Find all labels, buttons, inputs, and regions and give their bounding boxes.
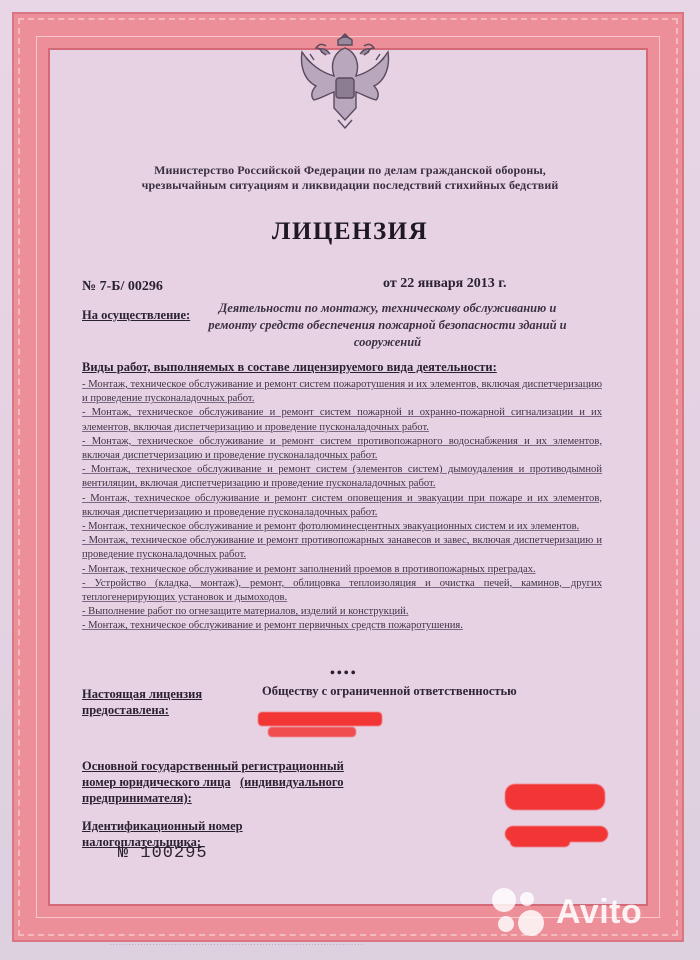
redaction-mark [258, 712, 382, 726]
ogrn-label [82, 758, 392, 806]
ogrn-line1: Основной государственный регистрационный [82, 759, 344, 773]
list-item: - Монтаж, техническое обслуживание и ремонт первичных средств пожаротушения. [82, 620, 463, 632]
document-title: ЛИЦЕНЗИЯ [271, 218, 429, 245]
list-item: - Выполнение работ по огнезащите материалов, изделий и конструкций. [82, 606, 409, 618]
avito-watermark [490, 884, 690, 940]
redaction-mark [268, 727, 356, 737]
list-item: - Монтаж, техническое обслуживание и ремонт противопожарных занавесов и завес, включая диспетчеризацию и проведение пусконаладочных работ. [82, 535, 602, 561]
inn-line2: налогоплательщика: [82, 835, 202, 849]
avito-logo-icon [490, 886, 548, 938]
ogrn-line3: предпринимателя): [82, 791, 192, 805]
ministry-line-2: чрезвычайным ситуациям и ликвидации последствий стихийных бедствий [141, 178, 559, 192]
blank-serial-number: № 100295 [118, 844, 208, 863]
inn-line1: Идентификационный номер [82, 819, 243, 833]
list-item: - Монтаж, техническое обслуживание и ремонт систем пожарной и охранно-пожарной сигнализации и их элементов, включая диспетчеризацию и проведение пусконаладочных работ. [82, 407, 602, 433]
list-item: - Монтаж, техническое обслуживание и ремонт систем (элементов систем) дымоудаления и противодымной вентиляции, включая диспетчеризацию и проведение пусконаладочных работ. [82, 464, 602, 490]
redaction-mark [505, 784, 605, 810]
avito-watermark-text: Avito [556, 892, 643, 931]
list-item: - Монтаж, техническое обслуживание и ремонт систем пожаротушения и их элементов, включая диспетчеризацию и проведение пусконаладочных работ. [82, 379, 602, 405]
list-item: - Устройство (кладка, монтаж), ремонт, облицовка теплоизоляция и очистка печей, каминов, других теплогенерирующих установок и дымоходов. [82, 577, 602, 604]
works-list [82, 378, 602, 634]
footer-fine-print: · · · · · · · · · · · · · · · · · · · · · · · · · · · · · · · · · · · · · · · · · · · · · · · · · · · · · · · · · · · · · · · · · · · · · · · · · · · · · · · · · · · [110, 942, 363, 948]
ogrn-line2: номер юридического лица [82, 775, 231, 789]
list-item: - Монтаж, техническое обслуживание и ремонт систем противопожарного водоснабжения и их элементов, включая диспетчеризацию и проведение пусконаладочных работ. [82, 435, 602, 462]
holder-label-line1: Настоящая лицензия [82, 687, 203, 701]
license-number: № 7-Б/ 00296 [82, 279, 163, 294]
list-end-mark: •••• [330, 666, 358, 681]
list-item: - Монтаж, техническое обслуживание и ремонт систем оповещения и эвакуации при пожаре и их элементов, включая диспетчеризацию и проведение пусконаладочных работ. [82, 492, 602, 518]
coat-of-arms-icon [290, 24, 400, 134]
list-item: - Монтаж, техническое обслуживание и ремонт заполнений проемов в противопожарных преградах. [82, 563, 536, 575]
holder-organization: Обществу с ограниченной ответственностью [262, 684, 517, 698]
purpose-text: Деятельности по монтажу, техническому обслуживанию и ремонту средств обеспечения пожарной безопасности зданий и сооружений [208, 301, 567, 349]
list-item: - Монтаж, техническое обслуживание и ремонт фотолюминесцентных эвакуационных систем и их элементов. [82, 521, 580, 533]
redaction-mark [510, 837, 570, 847]
holder-label [82, 686, 202, 718]
purpose-label: На осуществление: [82, 308, 191, 322]
ministry-line-1: Министерство Российской Федерации по делам гражданской обороны, [154, 163, 546, 177]
holder-label-line2: предоставлена: [82, 703, 169, 717]
ogrn-line2b: (индивидуального [239, 775, 344, 789]
license-date: от 22 января 2013 г. [383, 276, 507, 291]
works-title: Виды работ, выполняемых в составе лицензируемого вида деятельности: [82, 360, 497, 374]
